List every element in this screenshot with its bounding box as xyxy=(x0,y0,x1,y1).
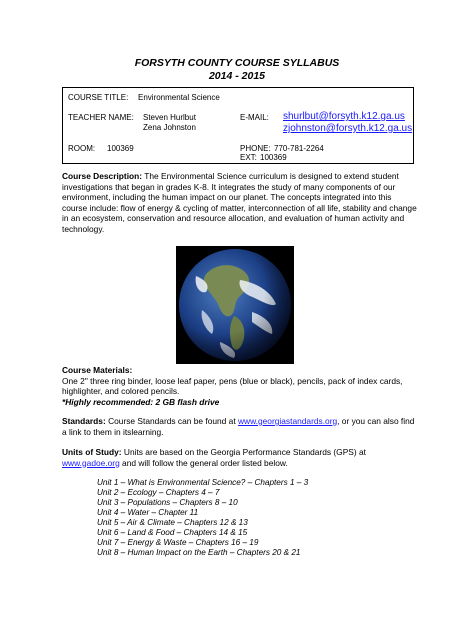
email-link-2[interactable]: zjohnston@forsyth.k12.ga.us xyxy=(283,123,413,134)
teacher-name-1: Steven Hurlbut xyxy=(143,113,196,122)
earth-image xyxy=(176,246,294,364)
list-item: Unit 2 – Ecology – Chapters 4 – 7 xyxy=(97,488,220,498)
phone-label: PHONE: xyxy=(240,144,271,153)
list-item: Unit 1 – What is Environmental Science? – Chapters 1 – 3 xyxy=(97,478,309,487)
room-value: 100369 xyxy=(107,144,134,153)
standards-text-before: Course Standards can be found at xyxy=(108,416,238,426)
list-item: Unit 6 – Land & Food – Chapters 14 & 15 xyxy=(97,528,248,538)
course-description xyxy=(62,171,417,235)
list-item: Unit 8 – Human Impact on the Earth – Chapters 20 & 21 xyxy=(97,548,301,558)
list-item: Unit 3 – Populations – Chapters 8 – 10 xyxy=(97,498,238,508)
flash-drive-recommendation: *Highly recommended: 2 GB flash drive xyxy=(62,396,220,407)
course-info-table xyxy=(62,87,414,164)
course-description-text: The Environmental Science curriculum is designed to extend student investigations that began in grades K-8. It integrates the study of many components of our environment, including the human impact on our planet. The concepts integrated into this course include: flow of energy & cycling of matter, interconnection of all life, stability and change in an ecosystem, conservation and resource allocation, and evaluation of human activity and technology. xyxy=(62,171,417,234)
email-link-1[interactable]: shurlbut@forsyth.k12.ga.us xyxy=(283,111,405,122)
units-of-study-paragraph xyxy=(62,447,417,468)
course-description-label: Course Description: xyxy=(62,171,143,181)
email-label: E-MAIL: xyxy=(240,113,269,122)
teacher-name-label: TEACHER NAME: xyxy=(68,113,134,122)
list-item: Unit 7 – Energy & Waste – Chapters 16 – 19 xyxy=(97,538,259,548)
list-item: Unit 4 – Water – Chapter 11 xyxy=(97,508,199,518)
room-label: ROOM: xyxy=(68,144,96,153)
gadoe-link[interactable]: www.gadoe.org xyxy=(62,457,120,468)
standards-label: Standards: xyxy=(62,416,106,426)
course-title-value: Environmental Science xyxy=(138,93,220,102)
standards-text-after: , or you can also find a link to them in itslearning. xyxy=(62,416,415,437)
syllabus-year: 2014 - 2015 xyxy=(208,70,266,82)
syllabus-title: FORSYTH COUNTY COURSE SYLLABUS xyxy=(134,57,340,69)
georgia-standards-link[interactable]: www.georgiastandards.org xyxy=(237,416,338,426)
teacher-name-2: Zena Johnston xyxy=(143,123,196,132)
standards-paragraph xyxy=(62,416,417,437)
ext-label: EXT: xyxy=(240,153,257,162)
units-of-study-text-after: and will follow the general order listed below. xyxy=(119,457,288,468)
phone-value: 770-781-2264 xyxy=(274,144,324,153)
units-of-study-label: Units of Study: xyxy=(62,447,122,457)
units-of-study-text-before: Units are based on the Georgia Performance Standards (GPS) at xyxy=(123,447,366,457)
course-materials-text: One 2" three ring binder, loose leaf paper, pens (blue or black), pencils, pack of index cards, highlighter, and colored pencils. xyxy=(62,375,403,397)
ext-value: 100369 xyxy=(260,153,287,162)
course-title-label: COURSE TITLE: xyxy=(68,93,129,102)
unit-list xyxy=(97,478,308,558)
list-item: Unit 5 – Air & Climate – Chapters 12 & 13 xyxy=(97,518,248,528)
course-materials xyxy=(62,365,417,407)
course-materials-label: Course Materials: xyxy=(62,365,133,375)
